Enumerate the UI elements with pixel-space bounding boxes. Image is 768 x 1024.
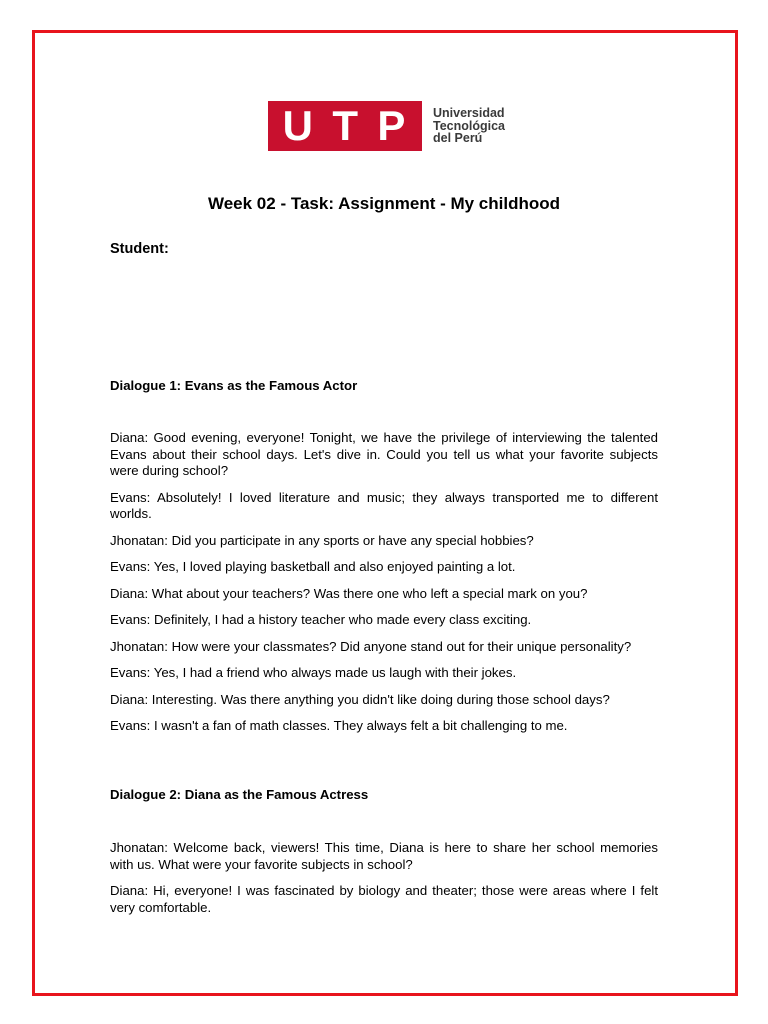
logo-name-line-3: del Perú bbox=[433, 131, 483, 146]
dialogue-1-body bbox=[110, 430, 658, 745]
document-title: Week 02 - Task: Assignment - My childhood bbox=[207, 194, 561, 213]
logo-letter-t: T bbox=[332, 102, 360, 149]
utp-logo bbox=[268, 101, 505, 151]
dialogue-line: Diana: Hi, everyone! I was fascinated by biology and theater; those were areas where I felt very comfortable. bbox=[110, 883, 658, 915]
logo-name-line-1: Universidad bbox=[433, 106, 505, 121]
dialogue-line: Evans: Yes, I had a friend who always made us laugh with their jokes. bbox=[110, 665, 517, 680]
logo-letter-u: U bbox=[282, 102, 315, 149]
utp-logo-mark bbox=[268, 101, 422, 151]
dialogue-line: Evans: Absolutely! I loved literature and music; they always transported me to different worlds. bbox=[110, 489, 658, 521]
dialogue-line: Diana: What about your teachers? Was there one who left a special mark on you? bbox=[110, 585, 588, 601]
logo-university-name bbox=[433, 107, 505, 145]
dialogue-line: Diana: Interesting. Was there anything you didn't like doing during those school days? bbox=[110, 691, 610, 707]
dialogue-2-heading-block bbox=[110, 787, 658, 804]
dialogue-line: Jhonatan: How were your classmates? Did anyone stand out for their unique personality? bbox=[110, 638, 632, 654]
dialogue-2-heading: Dialogue 2: Diana as the Famous Actress bbox=[110, 787, 369, 802]
dialogue-line: Evans: Definitely, I had a history teacher who made every class exciting. bbox=[110, 612, 532, 627]
dialogue-1-heading-block bbox=[110, 378, 658, 395]
logo-name-line-2: Tecnológica bbox=[433, 118, 506, 133]
dialogue-line: Evans: I wasn't a fan of math classes. They always felt a bit challenging to me. bbox=[110, 718, 568, 733]
dialogue-1-heading: Dialogue 1: Evans as the Famous Actor bbox=[110, 378, 358, 393]
dialogue-line: Evans: Yes, I loved playing basketball and also enjoyed painting a lot. bbox=[110, 559, 516, 574]
dialogue-line: Diana: Good evening, everyone! Tonight, we have the privilege of interviewing the talented Evans about their school days. Let's dive in. Could you tell us what your favorite subjects were during school? bbox=[110, 430, 658, 478]
dialogue-line: Jhonatan: Did you participate in any sports or have any special hobbies? bbox=[110, 532, 534, 548]
logo-letter-p: P bbox=[377, 102, 408, 149]
dialogue-2-body bbox=[110, 840, 658, 926]
dialogue-line: Jhonatan: Welcome back, viewers! This time, Diana is here to share her school memories with us. What were your favorite subjects in school? bbox=[110, 840, 658, 872]
student-label: Student: bbox=[110, 241, 169, 257]
